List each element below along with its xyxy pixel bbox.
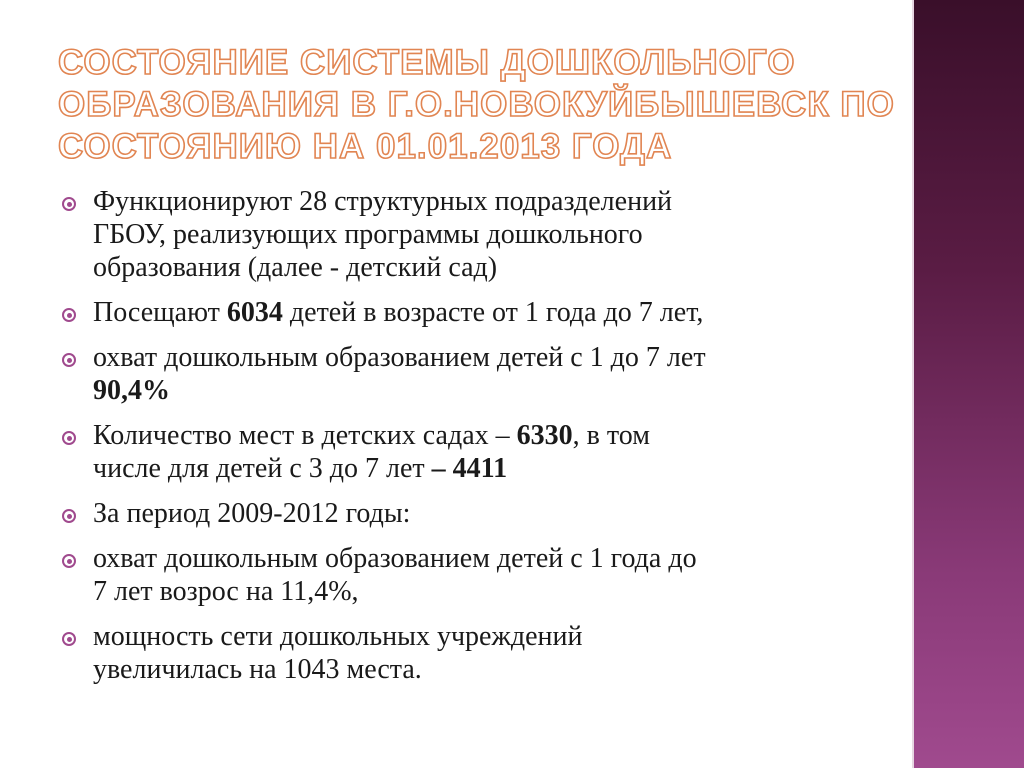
bullet-text — [93, 452, 882, 485]
bullet-item — [62, 296, 882, 329]
bullet-text-part: , в том — [572, 420, 650, 451]
slide-title — [58, 42, 908, 168]
circle-bullet-icon — [62, 554, 76, 568]
bullet-text-part: Посещают — [93, 297, 227, 328]
circle-bullet-icon — [62, 431, 76, 445]
bullet-list — [62, 185, 882, 698]
bullet-emphasis: 90,4% — [93, 375, 170, 406]
bullet-text-part: числе для детей с 3 до 7 лет — [93, 453, 432, 484]
bullet-item — [62, 185, 882, 284]
bullet-text — [93, 419, 882, 452]
decorative-side-bar — [912, 0, 1024, 768]
bullet-text: Функционируют 28 структурных подразделений — [93, 186, 673, 217]
bullet-text: увеличилась на 1043 места. — [93, 654, 422, 685]
bullet-text: охват дошкольным образованием детей с 1 до 7 лет — [93, 342, 706, 373]
circle-bullet-icon — [62, 632, 76, 646]
bullet-emphasis: 6034 — [226, 297, 283, 328]
bullet-text: ГБОУ, реализующих программы дошкольного — [93, 219, 643, 250]
bullet-item — [62, 419, 882, 485]
bullet-text: охват дошкольным образованием детей с 1 года до — [93, 543, 697, 574]
bullet-text: За период 2009-2012 годы: — [93, 498, 411, 529]
bullet-text — [93, 296, 882, 329]
bullet-item — [62, 497, 882, 530]
bullet-text — [93, 374, 882, 407]
bullet-item — [62, 620, 882, 686]
bullet-emphasis: 6330 — [516, 420, 573, 451]
bullet-emphasis: – 4411 — [431, 453, 508, 484]
circle-bullet-icon — [62, 308, 76, 322]
bullet-item — [62, 542, 882, 608]
bullet-text-part: Количество мест в детских садах – — [93, 420, 517, 451]
circle-bullet-icon — [62, 509, 76, 523]
bullet-text-part: детей в возрасте от 1 года до 7 лет, — [282, 297, 704, 328]
circle-bullet-icon — [62, 353, 76, 367]
title-line: СОСТОЯНИЮ НА 01.01.2013 ГОДА — [58, 127, 673, 166]
circle-bullet-icon — [62, 197, 76, 211]
title-line: СОСТОЯНИЕ СИСТЕМЫ ДОШКОЛЬНОГО — [58, 43, 796, 82]
bullet-text: образования (далее - детский сад) — [93, 252, 498, 283]
title-line: ОБРАЗОВАНИЯ В Г.О.НОВОКУЙБЫШЕВСК ПО — [58, 85, 895, 124]
bullet-text: 7 лет возрос на 11,4%, — [93, 576, 359, 607]
bullet-item — [62, 341, 882, 407]
bullet-text: мощность сети дошкольных учреждений — [93, 621, 583, 652]
